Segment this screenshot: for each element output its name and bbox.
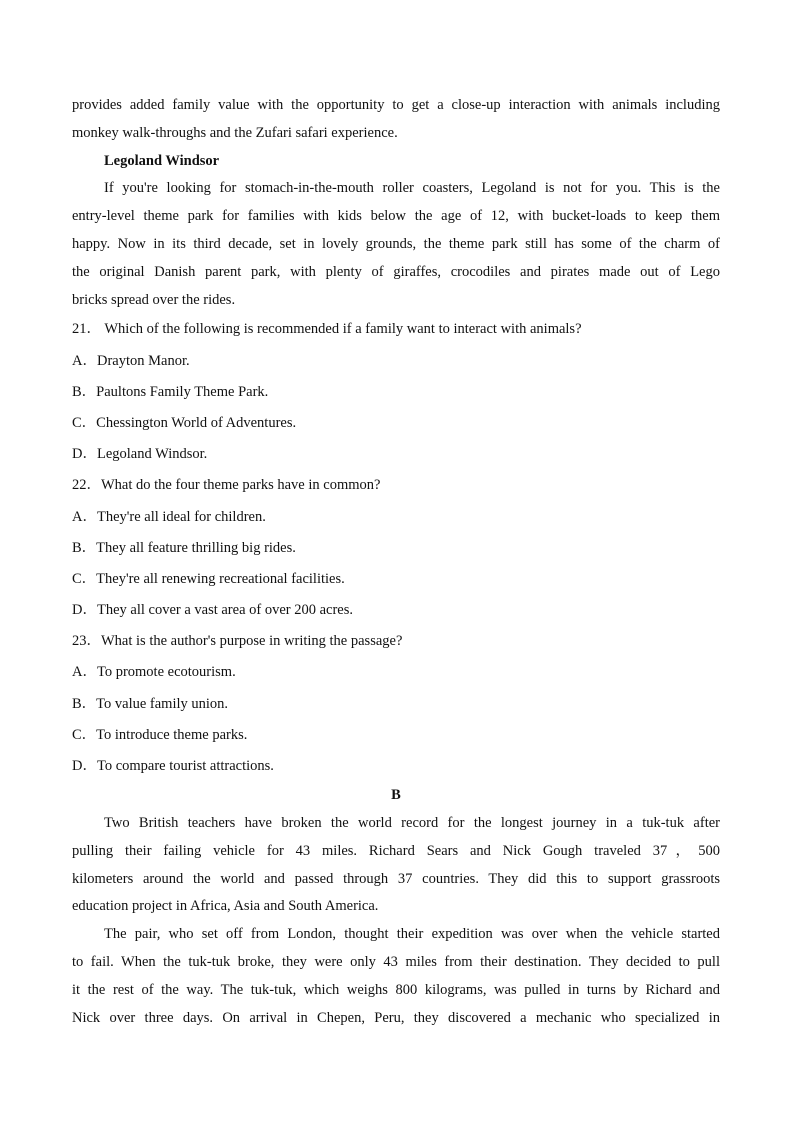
option-d: D．Legoland Windsor. xyxy=(72,446,208,463)
paragraph-line: to fail. When the tuk-tuk broke, they were only 43 miles from their destination. They decided to pull xyxy=(72,953,720,970)
option-d: D．To compare tourist attractions. xyxy=(72,758,274,774)
intro-line-2: monkey walk-throughs and the Zufari safari experience. xyxy=(72,124,398,141)
legoland-line-4: the original Danish parent park, with plenty of giraffes, crocodiles and pirates made out of Lego xyxy=(72,263,720,280)
question-21 xyxy=(72,314,720,470)
legoland-line-3: happy. Now in its third decade, set in lovely grounds, the theme park still has some of the charm of xyxy=(72,235,720,252)
option-b: B．To value family union. xyxy=(72,695,229,712)
intro-line-1: provides added family value with the opportunity to get a close-up interaction with animals including xyxy=(72,97,720,113)
section-b-paragraph-2 xyxy=(72,921,720,1032)
section-b-paragraph-1 xyxy=(72,810,720,921)
option-c: C．Chessington World of Adventures. xyxy=(72,414,297,431)
paragraph-line: pulling their failing vehicle for 43 miles. Richard Sears and Nick Gough traveled 37，500 xyxy=(72,842,720,859)
question-22 xyxy=(72,470,720,626)
paragraph-line: Two British teachers have broken the world record for the longest journey in a tuk-tuk after xyxy=(104,814,720,831)
option-c: C．To introduce theme parks. xyxy=(72,726,248,743)
option-d: D．They all cover a vast area of over 200 acres. xyxy=(72,602,354,619)
question-stem: 21． Which of the following is recommended if a family want to interact with animals? xyxy=(72,321,582,338)
question-stem: 22．What do the four theme parks have in common? xyxy=(72,477,381,494)
option-b: B．Paultons Family Theme Park. xyxy=(72,383,269,400)
paragraph-line: kilometers around the world and passed through 37 countries. They did this to support grassroots xyxy=(72,870,720,887)
question-23 xyxy=(72,626,720,782)
paragraph-line: The pair, who set off from London, thought their expedition was over when the vehicle started xyxy=(104,926,720,943)
legoland-line-1: If you're looking for stomach-in-the-mouth roller coasters, Legoland is not for you. This is the xyxy=(104,180,720,197)
legoland-line-5: bricks spread over the rides. xyxy=(72,291,236,308)
option-a: A．Drayton Manor. xyxy=(72,352,190,369)
option-a: A．To promote ecotourism. xyxy=(72,664,236,681)
option-c: C．They're all renewing recreational facilities. xyxy=(72,570,345,587)
question-stem: 23．What is the author's purpose in writing the passage? xyxy=(72,633,403,650)
document-page xyxy=(72,92,720,1032)
section-b-heading: B xyxy=(391,787,401,804)
legoland-heading: Legoland Windsor xyxy=(104,152,220,169)
option-a: A．They're all ideal for children. xyxy=(72,508,266,525)
paragraph-line: Nick over three days. On arrival in Chepen, Peru, they discovered a mechanic who specialized in xyxy=(72,1009,720,1026)
legoland-line-2: entry-level theme park for families with kids below the age of 12, with bucket-loads to keep them xyxy=(72,208,720,225)
paragraph-line: education project in Africa, Asia and South America. xyxy=(72,898,379,915)
option-b: B．They all feature thrilling big rides. xyxy=(72,539,296,556)
paragraph-line: it the rest of the way. The tuk-tuk, which weighs 800 kilograms, was pulled in turns by Richard and xyxy=(72,981,720,998)
